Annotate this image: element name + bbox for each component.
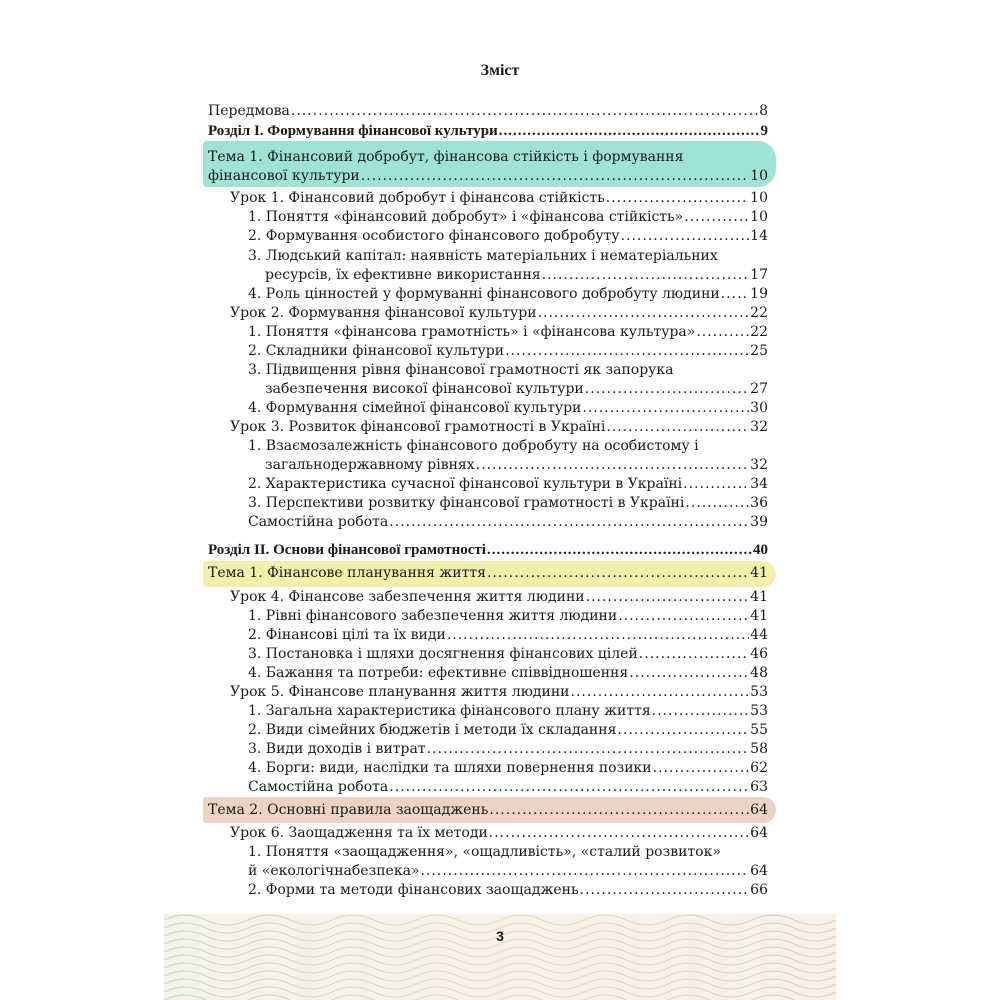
toc-item[interactable]: забезпечення високої фінансової культури ..... 27 — [208, 380, 768, 398]
toc-item[interactable]: 4. Роль цінностей у формуванні фінансового добробуту людини ..... 19 — [208, 285, 768, 303]
toc-theme[interactable]: фінансової культури ..... 10 — [208, 167, 768, 185]
toc-item[interactable]: 1. Рівні фінансового забезпечення життя людини ..... 41 — [208, 607, 768, 625]
toc-item[interactable]: 3. Людський капітал: наявність матеріальних і нематеріальних — [248, 248, 718, 264]
toc-item[interactable]: 4. Бажання та потреби: ефективне співвідношення ..... 48 — [208, 664, 768, 682]
toc-item[interactable]: й «екологічнабезпека» ..... 64 — [208, 862, 768, 880]
toc-section[interactable]: Розділ II. Основи фінансової грамотності ..... 40 — [208, 541, 768, 559]
toc-item[interactable]: 3. Види доходів і витрат ..... 58 — [208, 740, 768, 758]
toc-item[interactable]: Самостійна робота ..... 39 — [208, 513, 768, 531]
toc-theme[interactable]: Тема 1. Фінансовий добробут, фінансова стійкість і формування — [208, 149, 684, 165]
toc-item[interactable]: Самостійна робота ..... 63 — [208, 778, 768, 796]
toc-item[interactable]: 3. Підвищення рівня фінансової грамотності як запорука — [248, 362, 674, 378]
toc-lesson[interactable]: Урок 1. Фінансовий добробут і фінансова стійкість ..... 10 — [208, 189, 768, 207]
toc-item[interactable]: ресурсів, їх ефективне використання ..... 17 — [208, 266, 768, 284]
toc-lesson[interactable]: Урок 4. Фінансове забезпечення життя людини ..... 41 — [208, 588, 768, 606]
toc-item[interactable]: 4. Формування сімейної фінансової культури ..... 30 — [208, 399, 768, 417]
toc-item[interactable]: 2. Характеристика сучасної фінансової культури в Україні ..... 34 — [208, 475, 768, 493]
toc-section[interactable]: Розділ I. Формування фінансової культури ..... 9 — [208, 122, 768, 140]
toc-item[interactable]: 1. Поняття «фінансова грамотність» і «фінансова культура» ..... 22 — [208, 323, 768, 341]
toc-theme[interactable]: Тема 2. Основні правила заощаджень ..... 64 — [208, 801, 768, 819]
toc-item[interactable]: 1. Поняття «заощадження», «ощадливість», «сталий розвиток» — [248, 844, 721, 860]
page-title: Зміст — [480, 62, 520, 79]
page-number: 3 — [496, 928, 504, 944]
toc-item[interactable]: 1. Загальна характеристика фінансового плану життя ..... 53 — [208, 702, 768, 720]
toc-theme[interactable]: Тема 1. Фінансове планування життя ..... 41 — [208, 564, 768, 582]
toc-item[interactable]: 2. Фінансові цілі та їх види ..... 44 — [208, 626, 768, 644]
toc-item[interactable]: 2. Формування особистого фінансового добробуту ..... 14 — [208, 227, 768, 245]
toc-item[interactable]: 2. Види сімейних бюджетів і методи їх складання ..... 55 — [208, 721, 768, 739]
toc-item[interactable]: 3. Перспективи розвитку фінансової грамотності в Україні ..... 36 — [208, 494, 768, 512]
toc-lesson[interactable]: Урок 6. Заощадження та їх методи ..... 64 — [208, 824, 768, 842]
toc-item[interactable]: 1. Поняття «фінансовий добробут» і «фінансова стійкість» ..... 10 — [208, 208, 768, 226]
toc-item[interactable]: 2. Складники фінансової культури ..... 25 — [208, 342, 768, 360]
footer-pattern — [164, 914, 836, 1000]
toc-entry[interactable]: Передмова ..... 8 — [208, 102, 768, 120]
wave-pattern-graphic — [164, 914, 836, 1000]
toc-item[interactable]: 4. Борги: види, наслідки та шляхи повернення позики ..... 62 — [208, 759, 768, 777]
toc-item[interactable]: 3. Постановка і шляхи досягнення фінансових цілей ..... 46 — [208, 645, 768, 663]
toc-lesson[interactable]: Урок 2. Формування фінансової культури ..... 22 — [208, 304, 768, 322]
toc-lesson[interactable]: Урок 3. Розвиток фінансової грамотності в Україні ..... 32 — [208, 418, 768, 436]
toc-item[interactable]: 1. Взаємозалежність фінансового добробуту на особистому і — [248, 438, 699, 454]
toc-item[interactable]: 2. Форми та методи фінансових заощаджень ..... 66 — [208, 881, 768, 899]
toc-item[interactable]: загальнодержавному рівнях ..... 32 — [208, 456, 768, 474]
toc-lesson[interactable]: Урок 5. Фінансове планування життя людини ..... 53 — [208, 683, 768, 701]
